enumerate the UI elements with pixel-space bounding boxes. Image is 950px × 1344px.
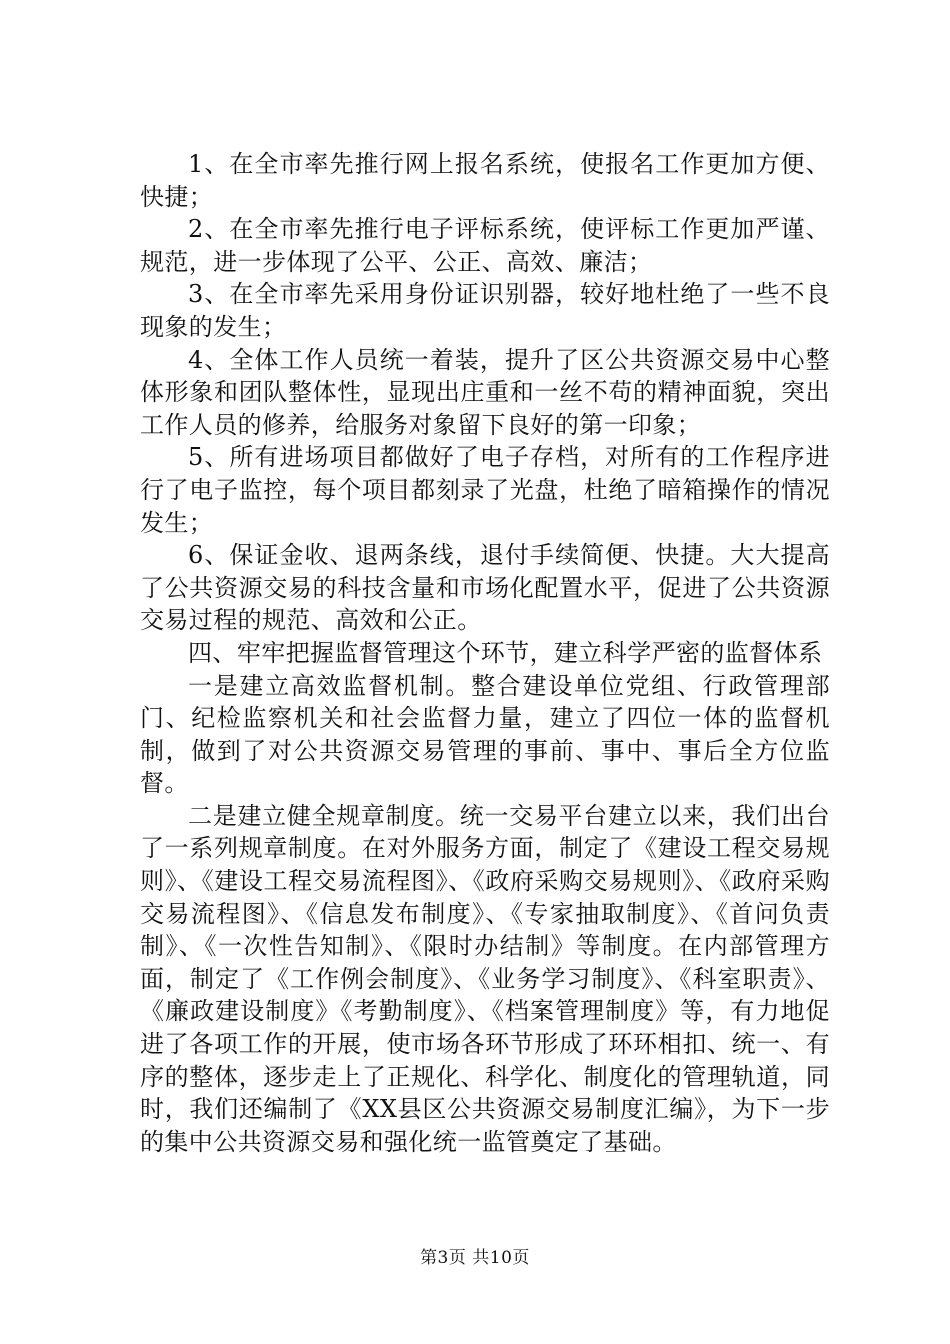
list-item-6: 6、保证金收、退两条线，退付手续简便、快捷。大大提高了公共资源交易的科技含量和市场化配置水平，促进了公共资源交易过程的规范、高效和公正。 — [140, 541, 830, 635]
document-body — [140, 148, 830, 1158]
list-item-1: 1、在全市率先推行网上报名系统，使报名工作更加方便、快捷； — [140, 150, 830, 211]
section-heading: 四、牢牢把握监督管理这个环节，建立科学严密的监督体系 — [188, 638, 823, 667]
paragraph-rules-system: 二是建立健全规章制度。统一交易平台建立以来，我们出台了一系列规章制度。在对外服务方面，制定了《建设工程交易规则》、《建设工程交易流程图》、《政府采购交易规则》、《政府采购交易流程图》、《信息发布制度》、《专家抽取制度》、《首问负责制》、《一次性告知制》、《限时办结制》等制度。在内部管理方面，制定了《工作例会制度》、《业务学习制度》、《科室职责》、《廉政建设制度》《考勤制度》、《档案管理制度》等，有力地促进了各项工作的开展，使市场各环节形成了环环相扣、统一、有序的整体，逐步走上了正规化、科学化、制度化的管理轨道，同时，我们还编制了《XX县区公共资源交易制度汇编》，为下一步的集中公共资源交易和强化统一监管奠定了基础。 — [140, 801, 830, 1156]
list-item-4: 4、全体工作人员统一着装，提升了区公共资源交易中心整体形象和团队整体性，显现出庄重和一丝不苟的精神面貌，突出工作人员的修养，给服务对象留下良好的第一印象； — [140, 345, 830, 439]
paragraph-supervision-mechanism: 一是建立高效监督机制。整合建设单位党组、行政管理部门、纪检监察机关和社会监督力量，建立了四位一体的监督机制，做到了对公共资源交易管理的事前、事中、事后全方位监督。 — [140, 671, 830, 798]
list-item-3: 3、在全市率先采用身份证识别器，较好地杜绝了一些不良现象的发生； — [140, 280, 830, 341]
list-item-5: 5、所有进场项目都做好了电子存档，对所有的工作程序进行了电子监控，每个项目都刻录了光盘，杜绝了暗箱操作的情况发生； — [140, 443, 830, 537]
page-number-footer: 第3页 共10页 — [420, 1248, 530, 1268]
list-item-2: 2、在全市率先推行电子评标系统，使评标工作更加严谨、规范，进一步体现了公平、公正、高效、廉洁； — [140, 215, 830, 276]
